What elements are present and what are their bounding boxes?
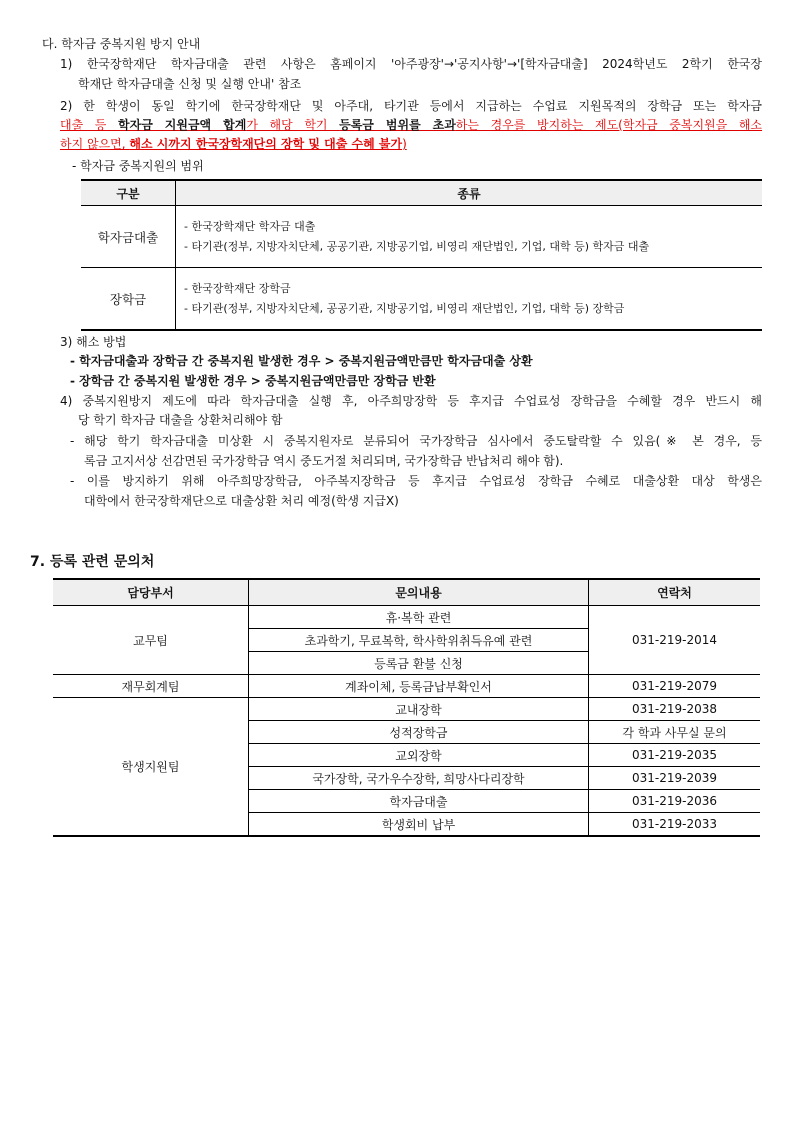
scope-category-scholarship: 장학금	[81, 268, 176, 331]
item2-emphasis-total: 학자금 지원금액 합계	[118, 118, 247, 132]
contact-row	[53, 675, 760, 698]
inquiry-cell: 계좌이체, 등록금납부확인서	[249, 675, 589, 698]
inquiry-cell: 초과학기, 무료복학, 학사학위취득유예 관련	[249, 629, 589, 652]
phone-cell: 031-219-2036	[589, 790, 761, 813]
item3-title: 3) 해소 방법	[60, 335, 127, 349]
scope-row-loan	[81, 206, 762, 268]
item4-line2: 당 학기 학자금 대출을 상환처리해야 함	[78, 413, 283, 427]
dept-cell-student-support: 학생지원팀	[53, 698, 249, 837]
scope-label: - 학자금 중복지원의 범위	[72, 159, 204, 173]
item2-line1: 2) 한 학생이 동일 학기에 한국장학재단 및 아주대, 타기관 등에서 지급하는 수업료 지원목적의 장학금 또는 학자금	[60, 99, 762, 113]
item2-line3-text-c: )	[402, 137, 407, 151]
item4-bullet2-line1: - 이를 방지하기 위해 아주희망장학금, 아주복지장학금 등 후지급 수업료성 장학금 수혜로 대출상환 대상 학생은	[70, 474, 762, 488]
section7-heading: 7. 등록 관련 문의처	[30, 554, 155, 570]
phone-cell: 각 학과 사무실 문의	[589, 721, 761, 744]
phone-cell: 031-219-2079	[589, 675, 761, 698]
scope-desc-loan-line2: - 타기관(정부, 지방자치단체, 공공기관, 지방공기업, 비영리 재단법인, 기업, 대학 등) 학자금 대출	[184, 239, 650, 253]
scope-header-category: 구분	[81, 180, 176, 206]
dept-cell-academic: 교무팀	[53, 606, 249, 675]
item2-text-e: 하는 경우를 방지하는 제도(학자금 중복지원을 해소	[455, 118, 763, 132]
item2-emphasis-unavailable: 해소 시까지 한국장학재단의 장학 및 대출 수혜 불가	[129, 137, 403, 151]
scope-desc-scholarship-line2: - 타기관(정부, 지방자치단체, 공공기관, 지방공기업, 비영리 재단법인, 기업, 대학 등) 장학금	[184, 301, 625, 315]
contact-table	[53, 578, 760, 837]
item2-line2	[60, 117, 762, 133]
item1-line1: 1) 한국장학재단 학자금대출 관련 사항은 홈페이지 '아주광장'→'공지사항'→'[학자금대출] 2024학년도 2학기 한국장	[60, 57, 762, 71]
item2-line3	[60, 136, 407, 152]
scope-table-header	[81, 180, 762, 206]
section-heading-da: 다. 학자금 중복지원 방지 안내	[42, 37, 201, 51]
item1-line2: 학재단 학자금대출 신청 및 실행 안내' 참조	[78, 77, 302, 91]
phone-cell: 031-219-2014	[589, 606, 761, 675]
scope-desc-scholarship	[176, 268, 763, 331]
scope-table	[81, 179, 762, 331]
inquiry-cell: 국가장학, 국가우수장학, 희망사다리장학	[249, 767, 589, 790]
item3-bullet2: - 장학금 간 중복지원 발생한 경우 > 중복지원금액만큼만 장학금 반환	[70, 374, 436, 388]
inquiry-cell: 휴·복학 관련	[249, 606, 589, 629]
scope-category-loan: 학자금대출	[81, 206, 176, 268]
contact-header-dept: 담당부서	[53, 579, 249, 606]
item2-line3-text-a: 하지 않으면,	[60, 137, 130, 151]
scope-desc-loan-line1: - 한국장학재단 학자금 대출	[184, 219, 316, 233]
scope-desc-scholarship-line1: - 한국장학재단 장학금	[184, 281, 291, 295]
contact-header-phone: 연락처	[589, 579, 761, 606]
contact-table-header	[53, 579, 760, 606]
dept-cell-finance: 재무회계팀	[53, 675, 249, 698]
phone-cell: 031-219-2035	[589, 744, 761, 767]
item4-bullet1-line2: 록금 고지서상 선감면된 국가장학금 역시 중도거절 처리되며, 국가장학금 반납처리 해야 함).	[84, 454, 564, 468]
phone-cell: 031-219-2038	[589, 698, 761, 721]
contact-header-content: 문의내용	[249, 579, 589, 606]
scope-desc-loan	[176, 206, 763, 268]
item4-bullet2-line2: 대학에서 한국장학재단으로 대출상환 처리 예정(학생 지급X)	[84, 494, 399, 508]
item2-emphasis-exceed: 등록금 범위를 초과	[339, 118, 456, 132]
contact-row	[53, 606, 760, 629]
item3-bullet1: - 학자금대출과 장학금 간 중복지원 발생한 경우 > 중복지원금액만큼만 학자금대출 상환	[70, 354, 533, 368]
scope-header-type: 종류	[176, 180, 763, 206]
scope-row-scholarship	[81, 268, 762, 331]
item4-bullet1-line1: - 해당 학기 학자금대출 미상환 시 중복지원자로 분류되어 국가장학금 심사에서 중도탈락할 수 있음(※ 본 경우, 등	[70, 434, 762, 448]
item2-text-c: 가 해당 학기	[246, 118, 340, 132]
item2-text-a: 대출 등	[60, 118, 119, 132]
inquiry-cell: 학자금대출	[249, 790, 589, 813]
inquiry-cell: 교내장학	[249, 698, 589, 721]
inquiry-cell: 학생회비 납부	[249, 813, 589, 837]
inquiry-cell: 교외장학	[249, 744, 589, 767]
inquiry-cell: 등록금 환불 신청	[249, 652, 589, 675]
item4-line1: 4) 중복지원방지 제도에 따라 학자금대출 실행 후, 아주희망장학 등 후지급 수업료성 장학금을 수혜할 경우 반드시 해	[60, 394, 762, 408]
phone-cell: 031-219-2033	[589, 813, 761, 837]
contact-row	[53, 698, 760, 721]
inquiry-cell: 성적장학금	[249, 721, 589, 744]
phone-cell: 031-219-2039	[589, 767, 761, 790]
